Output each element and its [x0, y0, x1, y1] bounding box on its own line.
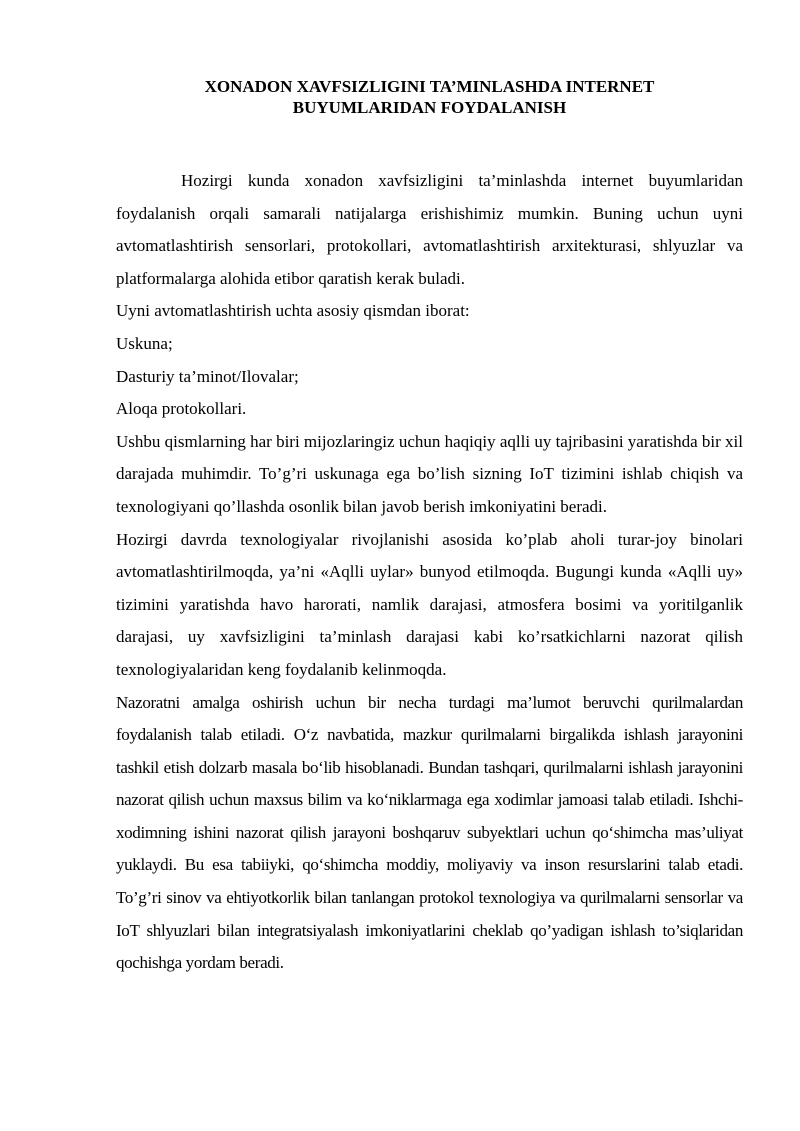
paragraph-parts-heading: Uyni avtomatlashtirish uchta asosiy qismdan iborat:	[116, 301, 470, 321]
paragraph-control: Nazoratni amalga oshirish uchun bir necha turdagi ma’lumot beruvchi qurilmalardan foydalanish talab etiladi. O‘z navbatida, mazkur qurilmalarni birgalikda ishlash jarayonini tashkil etish dolzarb masala bo‘lib hisoblanadi. Bundan tashqari, qurilmalarni ishlash jarayonini nazorat qilish uchun maxsus bilim va ko‘niklarmaga ega xodimlar jamoasi talab etiladi. Ishchi-xodimning ishini nazorat qilish jarayoni boshqaruv subyektlari uchun qo‘shimcha mas’uliyat yuklaydi. Bu esa tabiiyki, qo‘shimcha moddiy, moliyaviy va inson resurslarini talab etadi. To’g’ri sinov va ehtiyotkorlik bilan tanlangan protokol texnologiya va qurilmalarni sensorlar va IoT shlyuzlari bilan integratsiyalash imkoniyatlarini cheklab qo’yadigan ishlash to’siqlaridan qochishga yordam beradi.	[116, 692, 743, 973]
title-line-1: XONADON XAVFSIZLIGINI TA’MINLASHDA INTERNET	[204, 77, 655, 96]
document-body	[116, 165, 743, 980]
paragraph-smart-homes: Hozirgi davrda texnologiyalar rivojlanishi asosida ko’plab aholi turar-joy binolari avtomatlashtirilmoqda, ya’ni «Aqlli uylar» bunyod etilmoqda. Bugungi kunda «Aqlli uy» tizimini yaratishda havo harorati, namlik darajasi, atmosfera bosimi va yoritilganlik darajasi, uy xavfsizligini ta’minlash darajasi kabi ko’rsatkichlarni nazorat qilish texnologiyalaridan keng foydalanib kelinmoqda.	[116, 529, 743, 679]
paragraph-importance: Ushbu qismlarning har biri mijozlaringiz uchun haqiqiy aqlli uy tajribasini yaratishda bir xil darajada muhimdir. To’g’ri uskunaga ega bo’lish sizning IoT tizimini ishlab chiqish va texnologiyani qo’llashda osonlik bilan javob berish imkoniyatini beradi.	[116, 431, 743, 516]
paragraph-intro: Hozirgi kunda xonadon xavfsizligini ta’minlashda internet buyumlaridan foydalanish orqali samarali natijalarga erishishimiz mumkin. Buning uchun uyni avtomatlashtirish sensorlari, protokollari, avtomatlashtirish arxitekturasi, shlyuzlar va platformalarga alohida etibor qaratish kerak buladi.	[116, 171, 743, 288]
document-title	[116, 76, 743, 118]
title-line-2: BUYUMLARIDAN FOYDALANISH	[292, 98, 567, 117]
list-item-software: Dasturiy ta’minot/Ilovalar;	[116, 366, 299, 386]
document-page	[116, 76, 743, 980]
list-item-protocols: Aloqa protokollari.	[116, 399, 247, 419]
list-item-hardware: Uskuna;	[116, 333, 173, 353]
